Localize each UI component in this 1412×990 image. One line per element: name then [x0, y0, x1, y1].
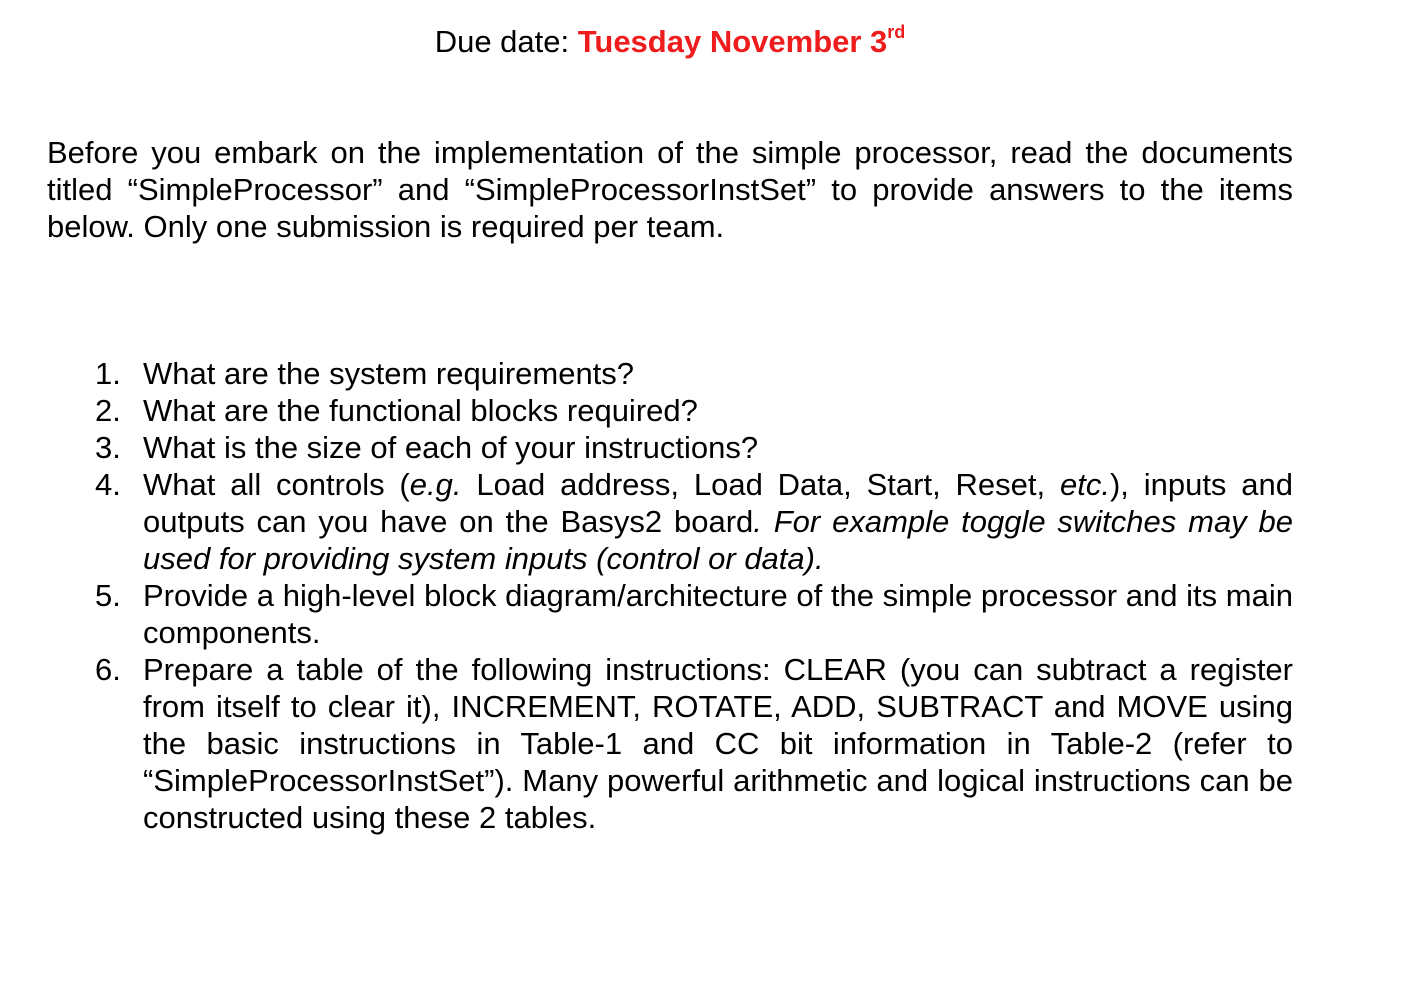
- question-etc: etc.: [1059, 467, 1110, 502]
- question-number: 2.: [95, 393, 121, 428]
- question-text-part: Load address, Load Data, Start, Reset,: [461, 467, 1060, 502]
- question-item-5: [0, 577, 1293, 651]
- due-date-label: Due date:: [434, 24, 578, 59]
- question-text: Provide a high-level block diagram/architecture of the simple processor and its main components.: [143, 578, 1293, 650]
- question-item-6: [0, 651, 1293, 836]
- question-number: 3.: [95, 430, 121, 465]
- due-date-value: [578, 24, 906, 59]
- question-item-2: [0, 392, 1293, 429]
- question-text: What are the system requirements?: [143, 356, 635, 391]
- intro-paragraph: Before you embark on the implementation of the simple processor, read the documents titled “SimpleProcessor” and “SimpleProcessorInstSet” to provide answers to the items below. Only one submission is required per team.: [47, 135, 1293, 244]
- question-number: 4.: [95, 467, 121, 502]
- question-text: What is the size of each of your instructions?: [143, 430, 759, 465]
- question-eg: e.g.: [409, 467, 462, 502]
- question-item-3: [0, 429, 1293, 466]
- question-number: 6.: [95, 652, 121, 687]
- question-item-1: [0, 355, 1293, 392]
- due-date-line: [0, 22, 1340, 62]
- due-date-text: Tuesday November 3: [577, 24, 888, 59]
- question-example-note: . For example toggle switches may be used for providing system inputs (control or data).: [143, 504, 1294, 576]
- due-date-ordinal: rd: [887, 22, 906, 42]
- question-text-part: ), inputs and outputs can you have on the Basys2 board: [143, 467, 1293, 539]
- question-number: 1.: [95, 356, 121, 391]
- question-text: Prepare a table of the following instructions: CLEAR (you can subtract a register from itself to clear it), INCREMENT, ROTATE, ADD, SUBTRACT and MOVE using the basic instructions in Table-1 and CC bit information in Table-2 (refer to “SimpleProcessorInstSet”). Many powerful arithmetic and logical instructions can be constructed using these 2 tables.: [143, 652, 1293, 835]
- question-item-4: [0, 466, 1293, 577]
- question-text: What are the functional blocks required?: [143, 393, 698, 428]
- question-number: 5.: [95, 578, 121, 613]
- question-text-part: What all controls (: [143, 467, 410, 502]
- question-list: [0, 355, 1293, 836]
